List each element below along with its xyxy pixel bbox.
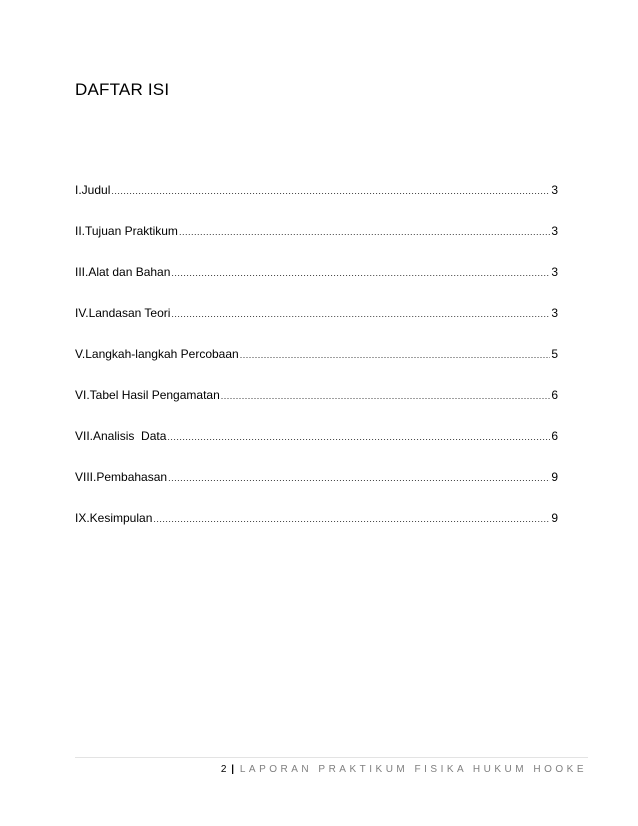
toc-dot-leader (167, 427, 550, 448)
toc-entry-label: II.Tujuan Praktikum (75, 224, 178, 238)
toc-entry-page: 6 (551, 429, 558, 443)
toc-entry (75, 385, 558, 406)
toc-dot-leader (111, 181, 550, 202)
footer-document-title: LAPORAN PRAKTIKUM FISIKA HUKUM HOOKE (239, 764, 587, 775)
toc-entry-page: 3 (551, 224, 558, 238)
toc-dot-leader (153, 509, 550, 530)
toc-entry (75, 262, 558, 283)
toc-entry (75, 426, 558, 447)
toc-entry (75, 303, 558, 324)
toc-entry-page: 3 (551, 306, 558, 320)
footer-divider (75, 757, 588, 758)
toc-dot-leader (171, 263, 550, 284)
page-footer (0, 763, 587, 777)
toc-entry-label: III.Alat dan Bahan (75, 265, 171, 279)
toc-entry (75, 344, 558, 365)
toc-entry-label: IV.Landasan Teori (75, 306, 171, 320)
toc-entry-label: V.Langkah-langkah Percobaan (75, 347, 239, 361)
toc-entry-page: 3 (551, 183, 558, 197)
toc-entry-page: 6 (551, 388, 558, 402)
footer-page-number: 2 (220, 764, 227, 775)
footer-separator: | (231, 764, 235, 775)
toc-entry-label: IX.Kesimpulan (75, 511, 153, 525)
toc-entry (75, 508, 558, 529)
toc-entry (75, 467, 558, 488)
page-title: DAFTAR ISI (75, 80, 170, 99)
toc-entry-label: I.Judul (75, 183, 111, 197)
toc-entry-page: 5 (551, 347, 558, 361)
toc-entry-page: 9 (551, 470, 558, 484)
toc-entry-page: 3 (551, 265, 558, 279)
toc-dot-leader (171, 304, 550, 325)
toc-entry-label: VIII.Pembahasan (75, 470, 168, 484)
toc-dot-leader (240, 345, 551, 366)
toc-entry (75, 180, 558, 201)
table-of-contents (75, 180, 558, 549)
toc-entry (75, 221, 558, 242)
toc-dot-leader (221, 386, 551, 407)
toc-entry-label: VII.Analisis Data (75, 429, 167, 443)
toc-dot-leader (168, 468, 550, 489)
toc-dot-leader (179, 222, 550, 243)
toc-entry-page: 9 (551, 511, 558, 525)
toc-entry-label: VI.Tabel Hasil Pengamatan (75, 388, 220, 402)
